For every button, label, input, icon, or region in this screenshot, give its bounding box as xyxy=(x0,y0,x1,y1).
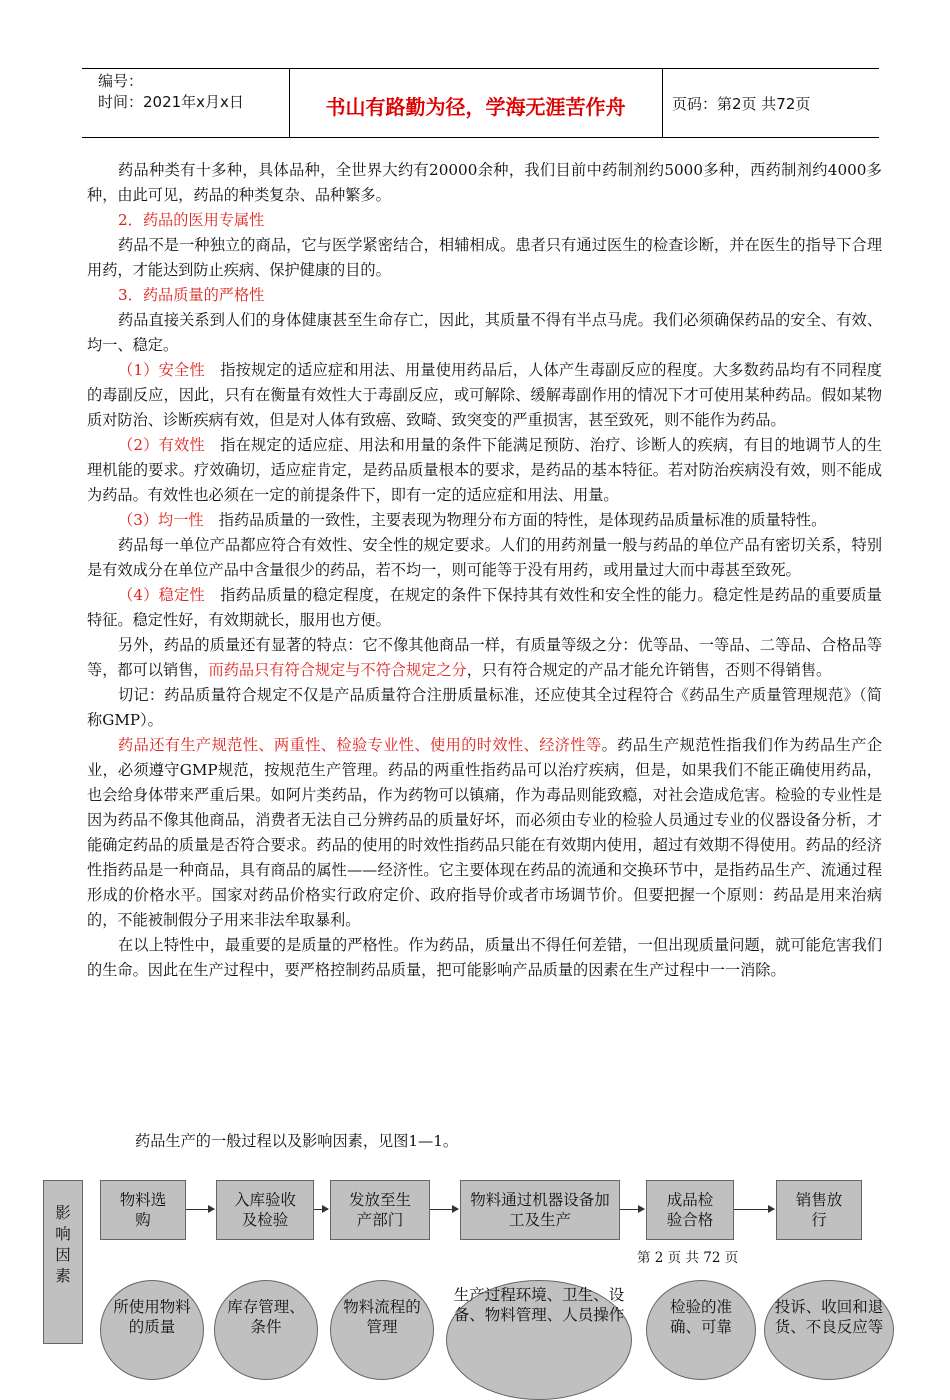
influence-factors-label xyxy=(43,1180,83,1344)
process-step: 物料选购 xyxy=(100,1180,186,1240)
figure-caption: 药品生产的一般过程以及影响因素，见图1—1。 xyxy=(135,1132,459,1150)
paragraph: 药品种类有十多种，具体品种，全世界大约有20000余种，我们目前中药制剂约5000多种，西药制剂约4000多种，由此可见，药品的种类复杂、品种繁多。 xyxy=(87,161,882,204)
subheading-safety: （1）安全性 xyxy=(118,361,205,379)
paragraph-text: 指药品质量的稳定程度，在规定的条件下保持其有效性和安全性的能力。稳定性是药品的重要质量特征。稳定性好，有效期就长，服用也方便。 xyxy=(87,586,882,629)
paragraph-text: 指在规定的适应症、用法和用量的条件下能满足预防、治疗、诊断人的疾病，有目的地调节人的生理机能的要求。疗效确切，适应症肯定，是药品质量根本的要求，是药品的基本特征。若对防治疾病没有效，则不能成为药品。有效性也必须在一定的前提条件下，即有一定的适应症和用法、用量。 xyxy=(87,436,882,504)
paragraph: 切记：药品质量符合规定不仅是产品质量符合注册质量标准，还应使其全过程符合《药品生产质量管理规范》（简称GMP）。 xyxy=(87,686,882,729)
page-footer: 第 2 页 共 72 页 xyxy=(637,1250,739,1266)
paragraph: 药品每一单位产品都应符合有效性、安全性的规定要求。人们的用药剂量一般与药品的单位产品有密切关系，特别是有效成分在单位产品中含量很少的药品，若不均一，则可能等于没有用药，或用量过大而中毒甚至致死。 xyxy=(87,536,882,579)
header-divider xyxy=(662,69,663,137)
flow-arrow xyxy=(186,1209,214,1210)
paragraph xyxy=(87,433,882,508)
paragraph-text: 。药品生产规范性指我们作为药品生产企业，必须遵守GMP规范，按规范生产管理。药品的两重性指药品可以治疗疾病，但是，如果我们不能正确使用药品，也会给身体带来严重后果。如阿片类药品，作为药物可以镇痛，作为毒品则能致瘾，对社会造成危害。检验的专业性是因为药品不像其他商品，消费者无法自己分辨药品的质量好坏，而必须由专业的检验人员通过专业的仪器设备分析，才能确定药品的质量是否符合要求。药品的使用的时效性指药品只能在有效期内使用，超过有效期不得使用。药品的经济性指药品是一种商品，具有商品的属性——经济性。它主要体现在药品的流通和交换环节中，是指药品生产、流通过程形成的价格水平。国家对药品价格实行政府定价、政府指导价或者市场调节价。但要把握一个原则：药品是用来治病的，不能被制假分子用来非法牟取暴利。 xyxy=(87,736,883,929)
section-heading: 3．药品质量的严格性 xyxy=(118,286,265,304)
document-body xyxy=(87,158,882,983)
influence-factor: 投诉、收回和退货、不良反应等 xyxy=(764,1280,894,1380)
paragraph xyxy=(87,358,882,433)
flow-arrow xyxy=(620,1209,644,1210)
paragraph xyxy=(87,583,882,633)
paragraph xyxy=(87,733,882,933)
subheading-efficacy: （2）有效性 xyxy=(118,436,205,454)
flow-arrow xyxy=(734,1209,774,1210)
influence-factor: 库存管理、条件 xyxy=(214,1280,318,1380)
flow-arrow xyxy=(430,1209,458,1210)
time-label: 时间：2021年x月x日 xyxy=(98,93,244,111)
page-header xyxy=(82,68,879,138)
process-step: 物料通过机器设备加工及生产 xyxy=(460,1180,620,1240)
paragraph-text: 指药品质量的一致性，主要表现为物理分布方面的特性，是体现药品质量标准的质量特性。 xyxy=(203,511,827,529)
paragraph xyxy=(87,633,882,683)
subheading-uniformity: （3）均一性 xyxy=(118,511,204,529)
paragraph: 药品不是一种独立的商品，它与医学紧密结合，相辅相成。患者只有通过医生的检查诊断，并在医生的指导下合理用药，才能达到防止疾病、保护健康的目的。 xyxy=(87,236,882,279)
header-page-label: 页码：第2页 共72页 xyxy=(672,95,811,113)
influence-factor: 检验的准确、可靠 xyxy=(646,1280,756,1380)
paragraph-text: 另外，药品的质量还有显著的特点：它不像其他商品一样，有质量等级之分：优等品、一等品、二等品、合格品等等，都可以销售， xyxy=(87,636,882,679)
process-step: 成品检验合格 xyxy=(646,1180,734,1240)
section-heading: 2．药品的医用专属性 xyxy=(118,211,265,229)
influence-factor: 物料流程的管理 xyxy=(330,1280,434,1380)
header-motto: 书山有路勤为径，学海无涯苦作舟 xyxy=(325,95,626,119)
header-meta xyxy=(98,71,244,113)
flow-arrow xyxy=(314,1209,328,1210)
paragraph-text: 指按规定的适应症和用法、用量使用药品后，人体产生毒副反应的程度。大多数药品均有不同程度的毒副反应，因此，只有在衡量有效性大于毒副反应，或可解除、缓解毒副作用的情况下才可使用某种药品。假如某物质对防治、诊断疾病有效，但是对人体有致癌、致畸、致突变的严重损害，甚至致死，则不能作为药品。 xyxy=(87,361,882,429)
paragraph: 在以上特性中，最重要的是质量的严格性。作为药品，质量出不得任何差错，一但出现质量问题，就可能危害我们的生命。因此在生产过程中，要严格控制药品质量，把可能影响产品质量的因素在生产过程中一一消除。 xyxy=(87,936,882,979)
process-step: 销售放行 xyxy=(776,1180,862,1240)
paragraph: 药品直接关系到人们的身体健康甚至生命存亡，因此，其质量不得有半点马虎。我们必须确保药品的安全、有效、均一、稳定。 xyxy=(87,311,882,354)
influence-factor: 所使用物料的质量 xyxy=(100,1280,204,1380)
paragraph xyxy=(87,508,882,533)
side-label-text: 影响因素 xyxy=(55,1204,71,1285)
subheading-stability: （4）稳定性 xyxy=(118,586,205,604)
code-label: 编号： xyxy=(98,72,144,90)
paragraph-text: ，只有符合规定的产品才能允许销售，否则不得销售。 xyxy=(466,661,832,679)
highlighted-text: 而药品只有符合规定与不符合规定之分 xyxy=(208,661,467,679)
highlighted-text: 药品还有生产规范性、两重性、检验专业性、使用的时效性、经济性等 xyxy=(118,736,602,754)
process-step: 入库验收及检验 xyxy=(216,1180,314,1240)
influence-factor: 生产过程环境、卫生、设备、物料管理、人员操作 xyxy=(446,1280,632,1400)
process-step: 发放至生产部门 xyxy=(330,1180,430,1240)
